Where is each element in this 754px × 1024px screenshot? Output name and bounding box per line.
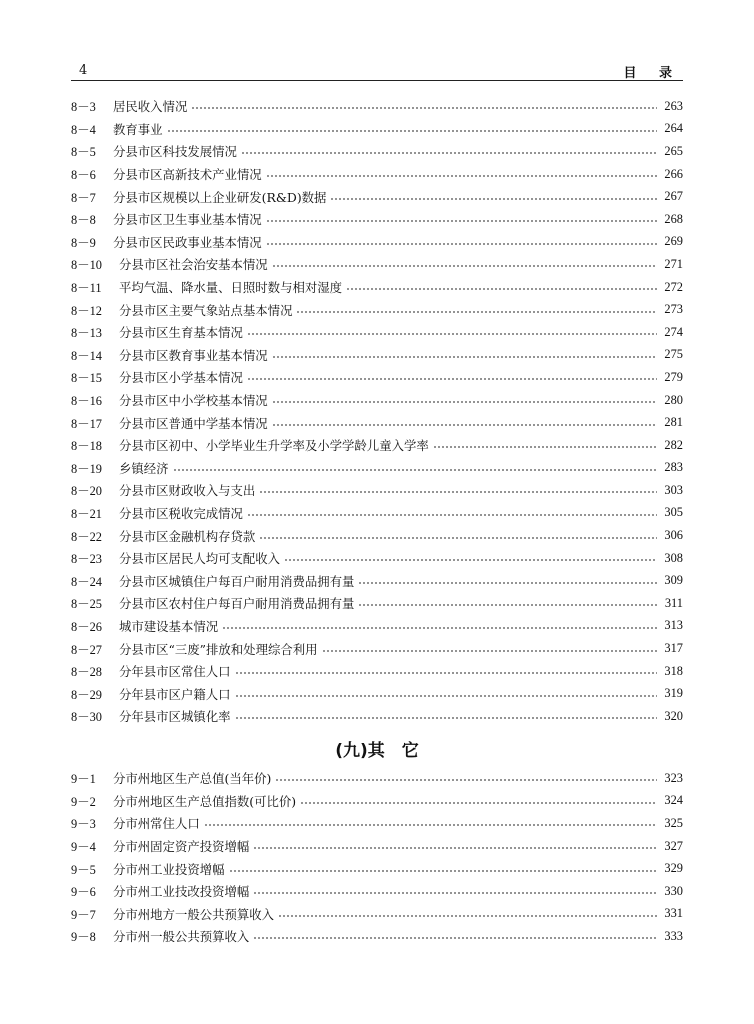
dot-leader xyxy=(259,537,657,539)
toc-entry-code: 9－2 xyxy=(71,794,96,809)
toc-entry-code: 8－20 xyxy=(71,484,102,499)
toc-entry-code: 8－3 xyxy=(71,100,96,115)
dot-leader xyxy=(358,604,657,606)
dot-leader xyxy=(229,870,657,872)
dot-leader xyxy=(247,514,657,516)
toc-entry-code: 8－22 xyxy=(71,529,102,544)
toc-entry-title: 分县市区税收完成情况 xyxy=(119,505,243,521)
toc-entry-code: 8－18 xyxy=(71,439,102,454)
toc-entry-title: 分市州常住人口 xyxy=(113,816,200,832)
toc-entry-page: 279 xyxy=(664,369,683,384)
toc-entry[interactable] xyxy=(71,344,683,367)
toc-entry-code: 8－28 xyxy=(71,665,102,680)
toc-entry-code: 8－7 xyxy=(71,190,96,205)
toc-entry-title: 分县市区金融机构存贷款 xyxy=(119,528,256,544)
toc-entry-title: 居民收入情况 xyxy=(113,99,188,115)
toc-entry-page: 264 xyxy=(664,121,683,136)
dot-leader xyxy=(222,627,657,629)
toc-entry-title: 分县市区民政事业基本情况 xyxy=(113,234,262,250)
dot-leader xyxy=(346,288,657,290)
toc-entry[interactable] xyxy=(71,185,683,208)
toc-entry-code: 8－21 xyxy=(71,506,102,521)
toc-entry[interactable] xyxy=(71,592,683,615)
toc-entry-page: 313 xyxy=(664,618,683,633)
dot-leader xyxy=(247,333,657,335)
dot-leader xyxy=(253,847,657,849)
toc-entry-title: 分县市区生育基本情况 xyxy=(119,325,243,341)
page-header xyxy=(71,62,683,81)
dot-leader xyxy=(278,915,657,917)
toc-entry-page: 275 xyxy=(664,347,683,362)
dot-leader xyxy=(241,152,657,154)
toc-entry[interactable] xyxy=(71,880,683,903)
dot-leader xyxy=(247,378,657,380)
toc-entry-page: 318 xyxy=(664,663,683,678)
toc-entry[interactable] xyxy=(71,925,683,948)
dot-leader xyxy=(284,559,657,561)
toc-entry-title: 分市州地区生产总值指数(可比价) xyxy=(113,793,297,809)
toc-entry-code: 8－25 xyxy=(71,597,102,612)
toc-entry-page: 305 xyxy=(664,505,683,520)
toc-entry-code: 9－1 xyxy=(71,772,96,787)
toc-entry-page: 268 xyxy=(664,211,683,226)
toc-entry-title: 分市州工业投资增幅 xyxy=(113,861,225,877)
toc-entry-code: 9－7 xyxy=(71,907,96,922)
toc-entry-title: 分年县市区户籍人口 xyxy=(119,686,231,702)
toc-entry-page: 330 xyxy=(664,883,683,898)
toc-entry-code: 8－8 xyxy=(71,213,96,228)
dot-leader xyxy=(235,717,657,719)
toc-entry[interactable] xyxy=(71,903,683,926)
toc-entry-code: 8－26 xyxy=(71,619,102,634)
toc-entry-title: 分县市区农村住户每百户耐用消费品拥有量 xyxy=(119,596,355,612)
toc-list-chapter-9 xyxy=(71,767,683,948)
toc-entry-code: 8－4 xyxy=(71,122,96,137)
toc-entry-code: 9－5 xyxy=(71,862,96,877)
toc-entry-title: 分市州地区生产总值(当年价) xyxy=(113,771,272,787)
toc-entry[interactable] xyxy=(71,524,683,547)
toc-list-chapter-8 xyxy=(71,95,683,728)
toc-entry-page: 303 xyxy=(664,482,683,497)
toc-entry-title: 分市州固定资产投资增幅 xyxy=(113,839,250,855)
toc-entry-page: 282 xyxy=(664,437,683,452)
toc-entry[interactable] xyxy=(71,705,683,728)
dot-leader xyxy=(266,220,657,222)
toc-entry-page: 324 xyxy=(664,793,683,808)
toc-entry-code: 8－5 xyxy=(71,145,96,160)
toc-entry[interactable] xyxy=(71,767,683,790)
toc-entry-page: 272 xyxy=(664,279,683,294)
toc-entry[interactable] xyxy=(71,637,683,660)
chapter-heading: (九)其 它 xyxy=(335,741,419,761)
dot-leader xyxy=(272,401,657,403)
toc-entry[interactable] xyxy=(71,298,683,321)
toc-entry[interactable] xyxy=(71,790,683,813)
toc-entry[interactable] xyxy=(71,253,683,276)
toc-entry[interactable] xyxy=(71,118,683,141)
toc-entry-code: 8－29 xyxy=(71,687,102,702)
toc-entry-code: 8－12 xyxy=(71,303,102,318)
toc-entry-page: 273 xyxy=(664,302,683,317)
toc-entry-title: 平均气温、降水量、日照时数与相对湿度 xyxy=(119,280,343,296)
dot-leader xyxy=(266,243,657,245)
toc-entry-page: 331 xyxy=(664,906,683,921)
toc-entry-code: 8－13 xyxy=(71,326,102,341)
dot-leader xyxy=(322,650,657,652)
toc-entry-page: 263 xyxy=(664,98,683,113)
toc-entry[interactable] xyxy=(71,812,683,835)
toc-entry-code: 8－11 xyxy=(71,281,102,296)
toc-entry-title: 分县市区主要气象站点基本情况 xyxy=(119,302,293,318)
toc-entry[interactable] xyxy=(71,95,683,118)
toc-entry[interactable] xyxy=(71,434,683,457)
toc-entry-code: 9－3 xyxy=(71,817,96,832)
dot-leader xyxy=(259,491,657,493)
toc-entry-code: 8－23 xyxy=(71,552,102,567)
dot-leader xyxy=(272,265,657,267)
toc-entry-page: 311 xyxy=(664,595,683,610)
toc-entry-page: 319 xyxy=(664,686,683,701)
dot-leader xyxy=(300,802,657,804)
toc-entry-page: 309 xyxy=(664,573,683,588)
toc-entry-title: 分县市区中小学校基本情况 xyxy=(119,393,268,409)
toc-entry-code: 8－9 xyxy=(71,235,96,250)
toc-entry-code: 8－30 xyxy=(71,710,102,725)
toc-entry[interactable] xyxy=(71,479,683,502)
toc-entry[interactable] xyxy=(71,389,683,412)
toc-entry[interactable] xyxy=(71,502,683,525)
toc-entry-title: 分县市区科技发展情况 xyxy=(113,144,237,160)
toc-entry-page: 281 xyxy=(664,415,683,430)
toc-entry-title: 分市州地方一般公共预算收入 xyxy=(113,906,275,922)
dot-leader xyxy=(173,469,657,471)
toc-entry[interactable] xyxy=(71,140,683,163)
toc-entry-page: 280 xyxy=(664,392,683,407)
toc-entry-title: 分县市区财政收入与支出 xyxy=(119,483,256,499)
toc-entry-page: 329 xyxy=(664,861,683,876)
toc-entry-page: 320 xyxy=(664,708,683,723)
toc-entry-title: 分市州一般公共预算收入 xyxy=(113,929,250,945)
toc-entry[interactable] xyxy=(71,366,683,389)
toc-entry-title: 分县市区普通中学基本情况 xyxy=(119,415,268,431)
dot-leader xyxy=(204,824,657,826)
dot-leader xyxy=(275,779,657,781)
dot-leader xyxy=(191,107,657,109)
toc-entry-code: 8－10 xyxy=(71,258,102,273)
dot-leader xyxy=(266,175,657,177)
toc-entry-page: 269 xyxy=(664,234,683,249)
toc-entry-page: 308 xyxy=(664,550,683,565)
toc-entry-title: 分县市区规模以上企业研发(R&D)数据 xyxy=(113,189,327,205)
toc-entry-title: 分县市区居民人均可支配收入 xyxy=(119,551,281,567)
page-number: 4 xyxy=(79,63,88,78)
toc-entry-page: 267 xyxy=(664,189,683,204)
toc-entry[interactable] xyxy=(71,569,683,592)
toc-entry-code: 8－15 xyxy=(71,371,102,386)
toc-entry-page: 265 xyxy=(664,143,683,158)
toc-entry-page: 283 xyxy=(664,460,683,475)
toc-entry[interactable] xyxy=(71,231,683,254)
dot-leader xyxy=(235,695,657,697)
toc-entry-page: 325 xyxy=(664,815,683,830)
toc-entry-code: 8－14 xyxy=(71,348,102,363)
toc-entry-title: 分县市区卫生事业基本情况 xyxy=(113,212,262,228)
toc-entry-title: 分县市区高新技术产业情况 xyxy=(113,167,262,183)
dot-leader xyxy=(272,424,657,426)
toc-entry-title: 分县市区初中、小学毕业生升学率及小学学龄儿童入学率 xyxy=(119,438,429,454)
toc-entry-code: 8－17 xyxy=(71,416,102,431)
dot-leader xyxy=(253,937,657,939)
section-title: 目 录 xyxy=(623,66,681,81)
toc-entry-code: 8－27 xyxy=(71,642,102,657)
toc-entry[interactable] xyxy=(71,547,683,570)
dot-leader xyxy=(330,198,657,200)
toc-entry-page: 317 xyxy=(664,641,683,656)
dot-leader xyxy=(272,356,657,358)
toc-entry[interactable] xyxy=(71,857,683,880)
toc-entry-title: 分市州工业技改投资增幅 xyxy=(113,884,250,900)
dot-leader xyxy=(235,672,657,674)
toc-entry-code: 9－8 xyxy=(71,930,96,945)
toc-entry[interactable] xyxy=(71,163,683,186)
toc-entry-title: 城市建设基本情况 xyxy=(119,618,219,634)
dot-leader xyxy=(253,892,657,894)
toc-entry-page: 274 xyxy=(664,324,683,339)
toc-entry-code: 9－6 xyxy=(71,885,96,900)
toc-entry-title: 分县市区社会治安基本情况 xyxy=(119,257,268,273)
toc-entry-code: 8－19 xyxy=(71,461,102,476)
toc-entry-title: 分县市区小学基本情况 xyxy=(119,370,243,386)
toc-entry[interactable] xyxy=(71,682,683,705)
toc-entry-title: 教育事业 xyxy=(113,121,163,137)
toc-entry-code: 9－4 xyxy=(71,840,96,855)
toc-entry-title: 乡镇经济 xyxy=(119,460,169,476)
toc-entry-title: 分县市区“三废”排放和处理综合利用 xyxy=(119,641,318,657)
toc-entry-page: 306 xyxy=(664,528,683,543)
dot-leader xyxy=(433,446,657,448)
toc-entry-title: 分年县市区常住人口 xyxy=(119,664,231,680)
toc-entry-code: 8－24 xyxy=(71,574,102,589)
toc-entry[interactable] xyxy=(71,660,683,683)
toc-entry-code: 8－16 xyxy=(71,394,102,409)
toc-entry-code: 8－6 xyxy=(71,168,96,183)
toc-entry-title: 分县市区教育事业基本情况 xyxy=(119,347,268,363)
dot-leader xyxy=(167,130,657,132)
toc-entry[interactable] xyxy=(71,208,683,231)
dot-leader xyxy=(358,582,657,584)
dot-leader xyxy=(296,311,657,313)
toc-entry-title: 分年县市区城镇化率 xyxy=(119,709,231,725)
toc-entry-page: 333 xyxy=(664,928,683,943)
toc-entry[interactable] xyxy=(71,835,683,858)
toc-entry[interactable] xyxy=(71,321,683,344)
toc-entry-page: 323 xyxy=(664,770,683,785)
toc-entry[interactable] xyxy=(71,457,683,480)
toc-entry-page: 271 xyxy=(664,256,683,271)
toc-entry[interactable] xyxy=(71,411,683,434)
toc-entry[interactable] xyxy=(71,276,683,299)
toc-entry[interactable] xyxy=(71,615,683,638)
toc-entry-page: 266 xyxy=(664,166,683,181)
toc-entry-title: 分县市区城镇住户每百户耐用消费品拥有量 xyxy=(119,573,355,589)
toc-entry-page: 327 xyxy=(664,838,683,853)
